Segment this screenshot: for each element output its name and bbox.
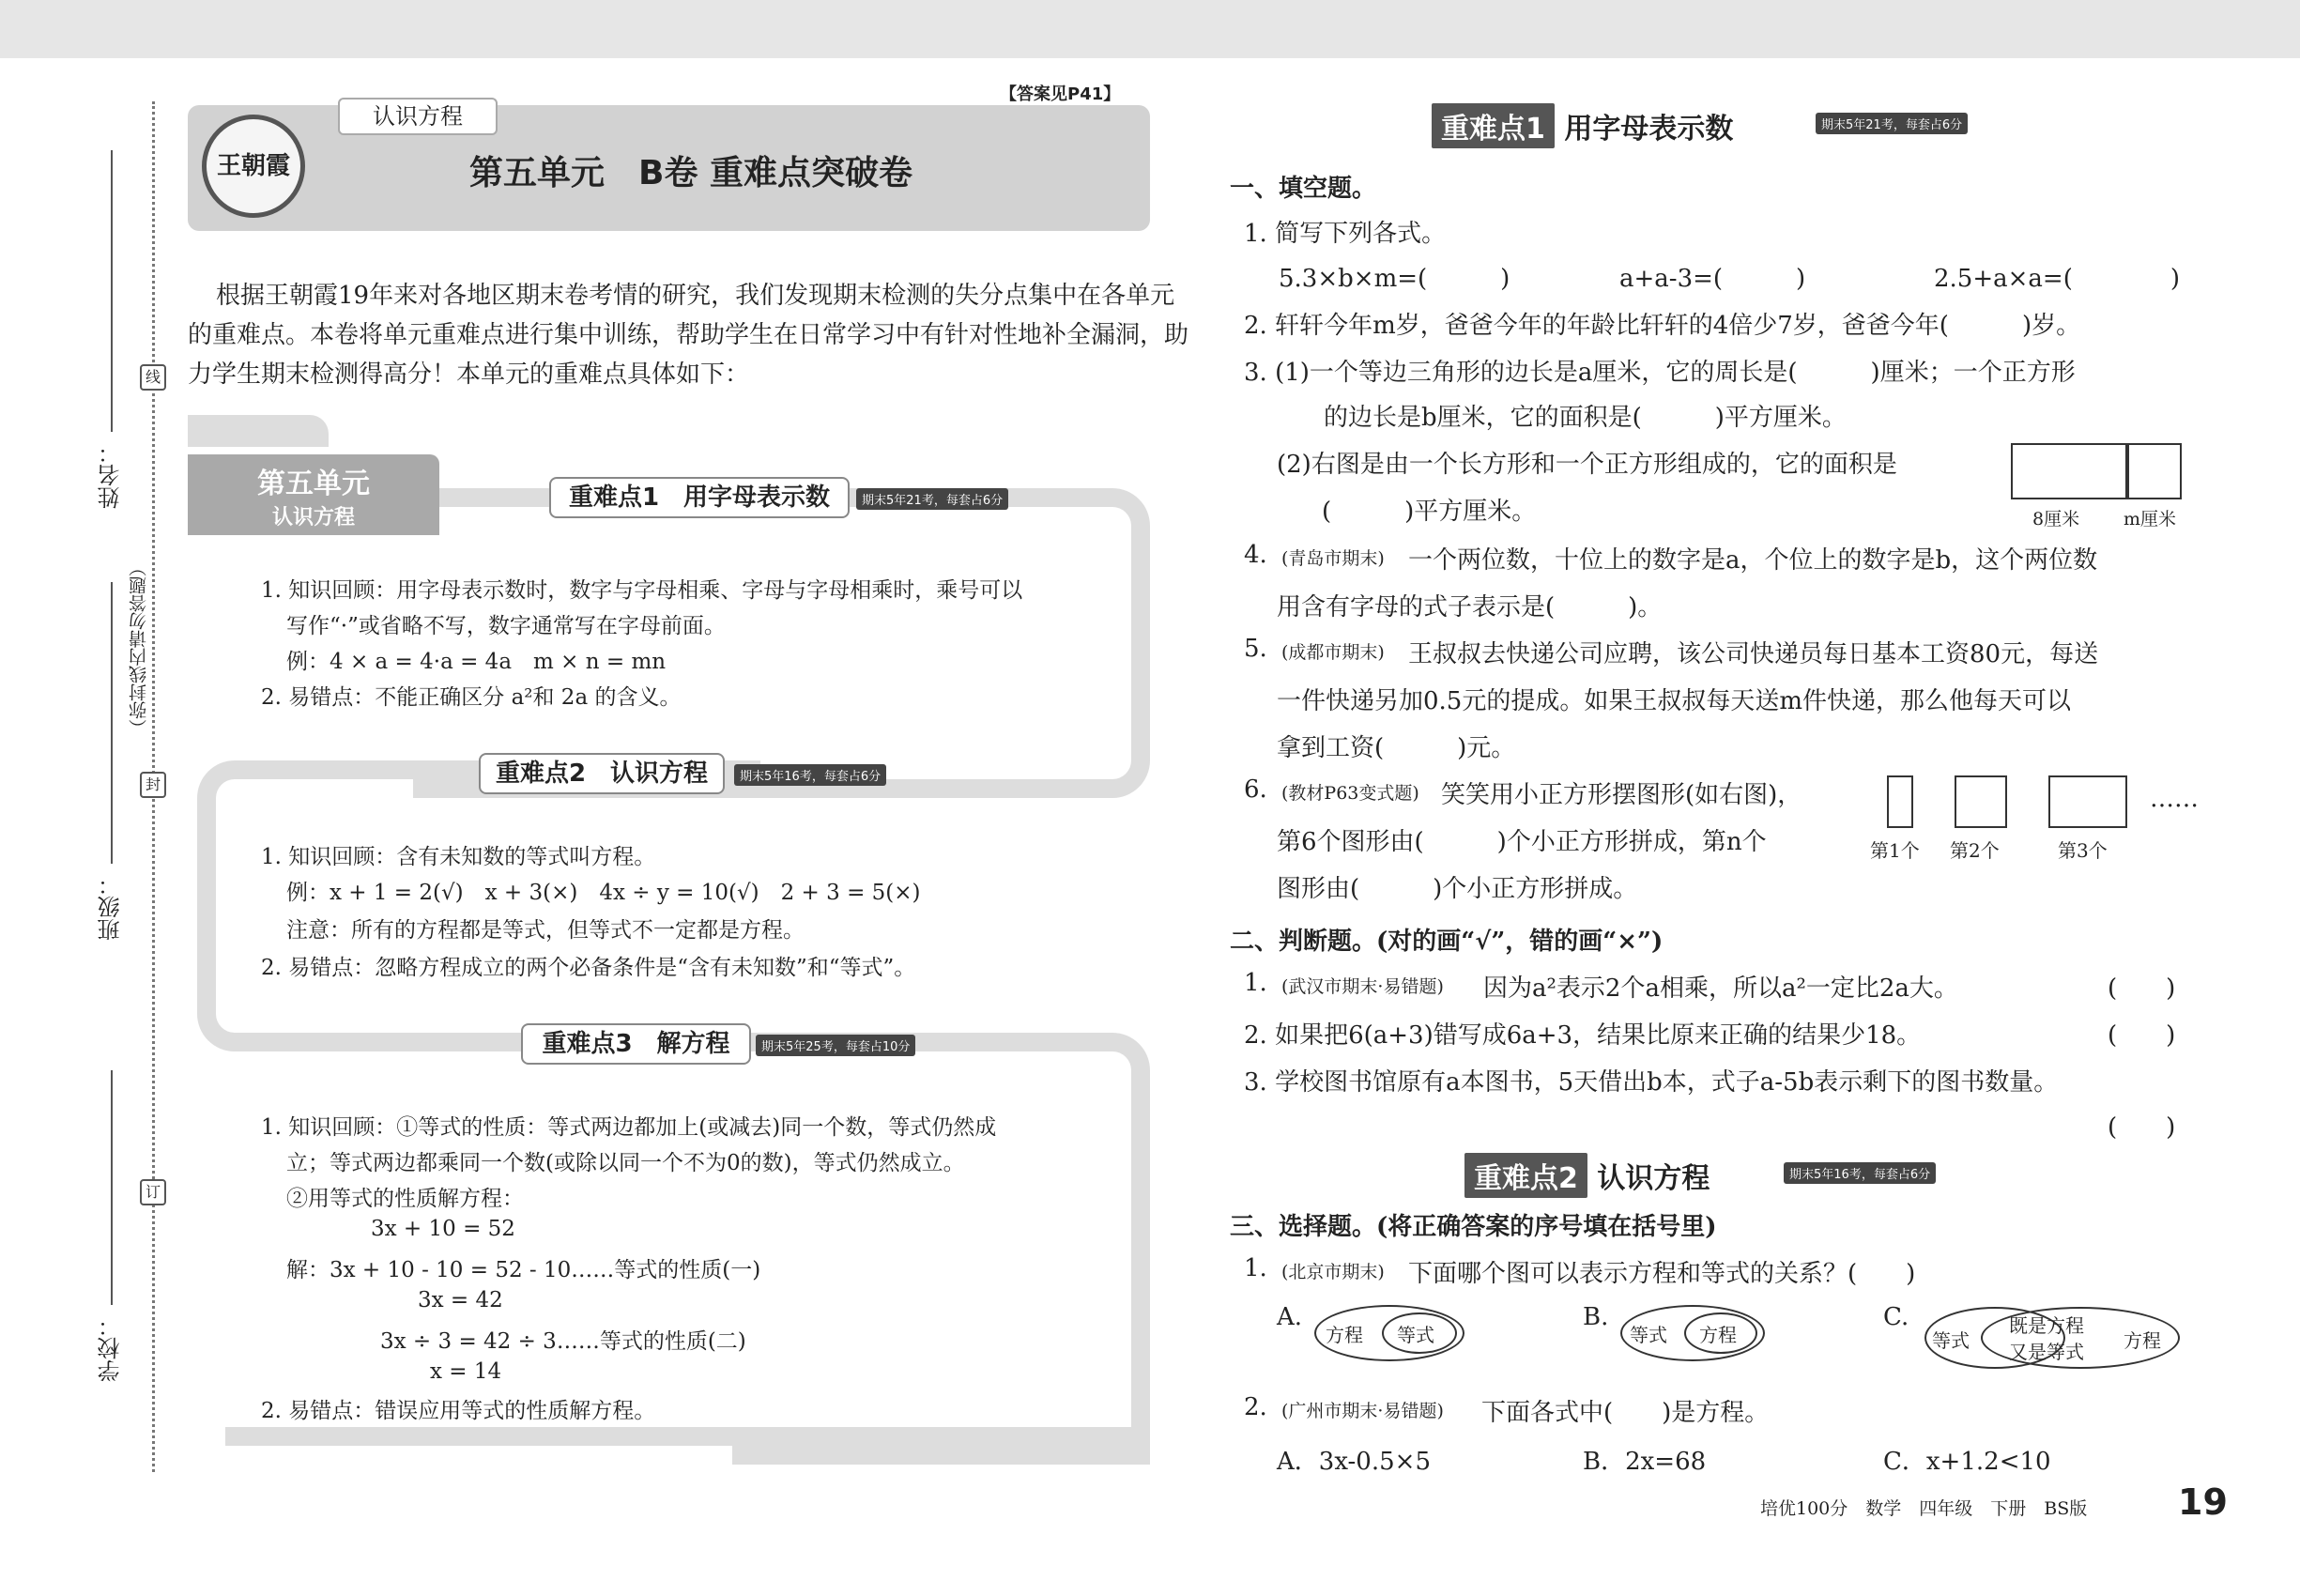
j2-answer[interactable]: ( )	[2108, 1021, 2176, 1050]
name-label: 姓名：	[98, 441, 124, 509]
option-c-overlap-2: 又是等式	[2009, 1341, 2084, 1363]
kp2-line-1: 1. 知识回顾：含有未知数的等式叫方程。	[261, 845, 656, 869]
train-decoration	[188, 415, 329, 447]
flow-path-1	[413, 488, 1150, 798]
q1-a: 5.3×b×m=( )	[1279, 265, 1510, 293]
kp3-line-2: 立；等式两边都乘同一个数(或除以同一个不为0的数)，等式仍然成立。	[286, 1151, 965, 1175]
h2-heading	[1464, 1153, 1710, 1198]
unit-box	[188, 454, 439, 535]
c2-text: 下面各式中( )是方程。	[1481, 1399, 1770, 1427]
c2-num: 2.	[1244, 1393, 1267, 1421]
option-c-left-text: 等式	[1932, 1329, 1970, 1352]
name-underline	[111, 150, 113, 432]
q6-line-1: 笑笑用小正方形摆图形(如右图)，	[1441, 781, 1802, 809]
q1-c: 2.5+a×a=( )	[1934, 265, 2180, 293]
q5-num: 5.	[1244, 635, 1267, 663]
h1-title: 用字母表示数	[1564, 113, 1734, 146]
kp3-line-7: 3x ÷ 3 = 42 ÷ 3……等式的性质(二)	[380, 1329, 746, 1354]
pattern-label-2: 第2个	[1950, 839, 2000, 862]
class-label: 班级：	[98, 873, 124, 941]
c1-source: (北京市期末)	[1281, 1262, 1385, 1282]
kp1-tag: 期末5年21考，每套占6分	[856, 488, 1008, 510]
school-label: 学校：	[98, 1314, 124, 1382]
h1-label: 重难点1	[1432, 103, 1555, 148]
j1-answer[interactable]: ( )	[2108, 974, 2176, 1003]
q2-text: 2. 轩轩今年m岁，爸爸今年的年龄比轩轩的4倍少7岁，爸爸今年( )岁。	[1244, 312, 2081, 340]
q1-b: a+a-3=( )	[1619, 265, 1806, 293]
option-b-outer-text: 等式	[1630, 1324, 1667, 1346]
c2-option-a: A．3x-0.5×5	[1277, 1448, 1431, 1476]
square-figure	[2127, 443, 2182, 499]
section-1-title: 一、填空题。	[1230, 175, 1377, 203]
pattern-3	[2048, 775, 2127, 828]
h2-title: 认识方程	[1597, 1162, 1710, 1195]
pattern-2	[1955, 775, 2007, 828]
pattern-ellipsis: ……	[2150, 785, 2199, 813]
kp3-line-8: x = 14	[430, 1359, 502, 1384]
option-c-right-text: 方程	[2124, 1329, 2161, 1352]
q5-line-1: 王叔叔去快递公司应聘，该公司快递员每日基本工资80元，每送	[1408, 640, 2099, 668]
intro-line-1: 根据王朝霞19年来对各地区期末卷考情的研究，我们发现期末检测的失分点集中在各单元	[216, 282, 1175, 310]
q5-line-3: 拿到工资( )元。	[1277, 734, 1516, 762]
j3-answer[interactable]: ( )	[2108, 1113, 2176, 1142]
flow-path-3	[732, 1033, 1150, 1465]
binding-warning: （弥封线内请勿答题）	[129, 559, 149, 737]
kp3-title: 重难点3 解方程	[521, 1023, 751, 1065]
c2-option-b: B．2x=68	[1583, 1448, 1707, 1476]
q5-source: (成都市期末)	[1281, 642, 1385, 663]
footer-text: 培优100分 数学 四年级 下册 BS版	[1760, 1498, 2088, 1519]
answer-ref: 【答案见P41】	[1000, 84, 1121, 104]
j1-text: 因为a²表示2个a相乘，所以a²一定比2a大。	[1483, 974, 1958, 1003]
c2-option-c: C．x+1.2<10	[1883, 1448, 2051, 1476]
j1-source: (武汉市期末·易错题)	[1281, 976, 1444, 997]
q6-num: 6.	[1244, 775, 1267, 804]
kp1-line-3: 例：4 × a = 4·a = 4a m × n = mn	[286, 650, 667, 674]
j3-text: 3. 学校图书馆原有a本图书，5天借出b本，式子a-5b表示剩下的图书数量。	[1244, 1068, 2059, 1097]
q4-source: (青岛市期末)	[1281, 548, 1385, 569]
figure-label-mcm: m厘米	[2124, 509, 2177, 529]
q4-line-1: 一个两位数，十位上的数字是a，个位上的数字是b，这个两位数	[1408, 546, 2098, 575]
school-underline	[111, 1070, 113, 1305]
option-b-inner-text: 方程	[1699, 1324, 1737, 1346]
q5-line-2: 一件快递另加0.5元的提成。如果王叔叔每天送m件快递，那么他每天可以	[1277, 687, 2072, 715]
q6-line-3: 图形由( )个小正方形拼成。	[1277, 875, 1638, 903]
figure-label-8cm: 8厘米	[2032, 509, 2080, 529]
logo	[202, 115, 305, 218]
q4-line-2: 用含有字母的式子表示是( )。	[1277, 593, 1663, 622]
pattern-label-3: 第3个	[2058, 839, 2108, 862]
h2-tag: 期末5年16考，每套占6分	[1784, 1162, 1936, 1184]
binding-mark-xian: 线	[140, 364, 166, 391]
option-c-label: C.	[1883, 1303, 1909, 1331]
kp1-title: 重难点1 用字母表示数	[549, 477, 850, 518]
c1-num: 1.	[1244, 1254, 1267, 1282]
kp3-line-9: 2. 易错点：错误应用等式的性质解方程。	[261, 1399, 656, 1423]
kp3-line-1: 1. 知识回顾：①等式的性质：等式两边都加上(或减去)同一个数，等式仍然成	[261, 1115, 997, 1140]
binding-mark-feng: 封	[140, 772, 166, 798]
page-title: 第五单元 B卷 重难点突破卷	[469, 154, 912, 192]
kp2-tag: 期末5年16考，每套占6分	[734, 764, 886, 786]
q3-line-1: 3. (1)一个等边三角形的边长是a厘米，它的周长是( )厘米；一个正方形	[1244, 359, 2076, 387]
option-b-label: B.	[1583, 1303, 1609, 1331]
h2-label: 重难点2	[1464, 1153, 1587, 1198]
kp3-line-5: 解：3x + 10 - 10 = 52 - 10……等式的性质(一)	[286, 1258, 761, 1282]
kp2-line-3: 注意：所有的方程都是等式，但等式不一定都是方程。	[286, 918, 805, 943]
rectangle-figure	[2011, 443, 2127, 499]
j1-num: 1.	[1244, 969, 1267, 997]
h1-tag: 期末5年21考，每套占6分	[1816, 113, 1968, 134]
q1-text: 1. 简写下列各式。	[1244, 220, 1447, 248]
q4-num: 4.	[1244, 541, 1267, 569]
pattern-label-1: 第1个	[1870, 839, 1920, 862]
intro-line-2: 的重难点。本卷将单元重难点进行集中训练，帮助学生在日常学习中有针对性地补全漏洞，助	[188, 321, 1189, 349]
q3-2-line-1: (2)右图是由一个长方形和一个正方形组成的，它的面积是	[1277, 451, 1897, 479]
binding-mark-ding: 订	[140, 1179, 166, 1205]
pattern-1	[1887, 775, 1913, 828]
kp3-line-4: 3x + 10 = 52	[371, 1217, 515, 1241]
intro-line-3: 力学生期末检测得高分！本单元的重难点具体如下：	[188, 361, 750, 389]
j2-text: 2. 如果把6(a+3)错写成6a+3，结果比原来正确的结果少18。	[1244, 1021, 1922, 1050]
kp2-line-4: 2. 易错点：忽略方程成立的两个必备条件是“含有未知数”和“等式”。	[261, 956, 916, 980]
q3-line-2: 的边长是b厘米，它的面积是( )平方厘米。	[1324, 404, 1847, 432]
section-3-title: 三、选择题。(将正确答案的序号填在括号里)	[1230, 1213, 1717, 1241]
kp2-line-2: 例：x + 1 = 2(√) x + 3(×) 4x ÷ y = 10(√) 2 + 3 = 5(×)	[286, 881, 921, 905]
class-underline	[111, 582, 113, 864]
option-a-label: A.	[1277, 1303, 1303, 1331]
q6-line-2: 第6个图形由( )个小正方形拼成，第n个	[1277, 828, 1767, 856]
kp3-line-3: ②用等式的性质解方程：	[286, 1187, 524, 1211]
kp3-line-6: 3x = 42	[418, 1288, 503, 1312]
h1-heading	[1432, 103, 1733, 148]
c2-source: (广州市期末·易错题)	[1281, 1401, 1444, 1421]
option-c-overlap-1: 既是方程	[2009, 1314, 2084, 1337]
kp1-line-2: 写作“·”或省略不写，数字通常写在字母前面。	[286, 614, 726, 638]
flow-path-bottom	[225, 1427, 1150, 1446]
option-a-inner-text: 等式	[1397, 1324, 1434, 1346]
kp1-line-1: 1. 知识回顾：用字母表示数时，数字与字母相乘、字母与字母相乘时，乘号可以	[261, 578, 1023, 603]
kp3-tag: 期末5年25考，每套占10分	[756, 1035, 915, 1056]
page-number: 19	[2178, 1481, 2228, 1523]
section-2-title: 二、判断题。(对的画“√”，错的画“×”)	[1230, 928, 1664, 956]
option-a-outer-text: 方程	[1326, 1324, 1363, 1346]
banner-tab: 认识方程	[338, 98, 498, 135]
q6-source: (教材P63变式题)	[1281, 783, 1419, 804]
c1-text: 下面哪个图可以表示方程和等式的关系？( )	[1408, 1260, 1916, 1288]
unit-subtitle: 认识方程	[271, 506, 355, 529]
logo-text: 王朝霞	[216, 152, 290, 180]
kp2-title: 重难点2 认识方程	[479, 753, 725, 794]
q3-2-line-2: ( )平方厘米。	[1322, 498, 1537, 526]
kp1-line-4: 2. 易错点：不能正确区分 a²和 2a 的含义。	[261, 685, 682, 710]
unit-title: 第五单元	[257, 468, 370, 500]
flow-path-2	[197, 760, 760, 1051]
